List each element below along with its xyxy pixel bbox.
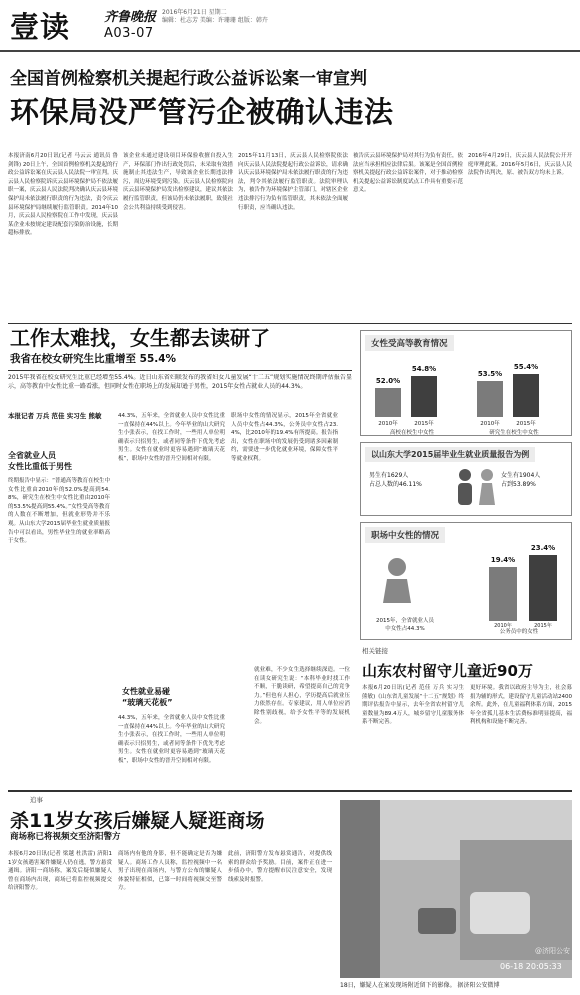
panel-shandong-university (360, 442, 572, 516)
photo-timestamp: 06-18 20:05:33 (500, 962, 562, 971)
series-label: 研究生在校生中女性 (489, 430, 539, 436)
story1-column-5: 2016年4月29日，庆云县人民法院公开开庭审理此案。2016年5月6日，庆云县人民法院作出判决，原、被告双方均未上诉。 (468, 153, 572, 177)
x-tick-label: 2015年 (516, 421, 536, 427)
bar-value-label: 23.4% (530, 544, 556, 553)
x-tick-label: 2015年 (414, 421, 434, 427)
series-label: 高校在校生中女性 (389, 430, 434, 436)
story4-column-3: 此前，济阳警方发布悬赏通告，对提供线索的群众给予奖励。目前，案件正在进一步侦办中，警方提醒市民注意安全，发现线索及时报警。 (228, 851, 332, 883)
story4-label: 追事 (30, 796, 43, 804)
story2-column-1: 终期报告中显示：“普通高等教育在校生中女性比重由2010年的52.0%提高到54.8%，研究生在校生中女性比重由2010年的53.5%提高到55.4%。”女性受高等教育的人数在不断增加，但就业形势并不乐观。从山东大学2015届毕业生就业质量报告中可以看出，男性毕业生的就业率略高于女性。 (8, 478, 110, 545)
people-figure-icon (451, 465, 501, 513)
bar-value-label: 55.4% (513, 362, 539, 371)
x-tick-label: 2015年 (534, 623, 552, 629)
story3-headline: 山东农村留守儿童近90万 (362, 662, 533, 680)
bar-value-label: 19.4% (490, 555, 516, 564)
divider (8, 323, 572, 324)
chart-plot-area (361, 331, 573, 437)
story2-lead: 2015年我省在校女研究生比重已经增至55.4%。近日山东省妇联发布的我省妇女儿童发展“十二五”规划实施情况终期评估报告显示，高等教育中女性比重一路看涨，但同时女性在职场上的发展却逊于男性，2015年女性占就业人员的44.3%。 (8, 374, 352, 390)
story3-column-2: 更好环境。我省以政府主导为主，社会募捐为辅的形式，建设留守儿童活动站2400余所。此外，在儿童福利体系方面，2015年全省孤儿基本生活费标准明显提高，福利机构和设施不断完善。 (470, 685, 572, 726)
x-tick-label: 2010年 (480, 421, 500, 427)
male-students-label: 男生有1629人 占总人数的46.11% (369, 472, 422, 488)
story4-column-1: 本报6月20日讯(记者 梁越 杜洪雷) 济阳11岁女孩遇害案件嫌疑人仍在逃，警方悬赏通缉。济阳一商场称，案发后疑似嫌疑人曾在商场内出现，商场已将监控视频提交给济阳警方。 (8, 851, 112, 892)
section-title: 壹读 (10, 10, 71, 44)
divider (8, 370, 352, 371)
story2-byline: 本报记者 万兵 范佳 实习生 熊敏 (8, 412, 102, 420)
story1-column-4: 被告庆云县环境保护局对其行为负有责任，依法应当承担相应法律后果。该案是全国首例检察机关提起行政公益诉讼案件，对于推动检察机关提起公益诉讼制度试点工作具有重要示范意义。 (353, 153, 463, 194)
story1-column-3: 2015年11月13日，庆云县人民检察院依法向庆云县人民法院提起行政公益诉讼，请求确认庆云县环境保护局未依法履行职责的行为违法，判令其依法履行监管职责。法院审理认为，被告作为环境保护主管部门，对辖区企业违法排污行为负有监管职责，其未依法全面履行职责，应当确认违法。 (238, 153, 348, 211)
story2-column-2b: 44.3%，五年来，全省就业人员中女性比重一直保持在44%以上。今年毕业的山大研究生小张表示，在找工作时，一些用人单位明确表示只招男生，或者同等条件下优先考虑男生。女性在就业时更容易遇到“玻璃天花板”，职场中女性的晋升空间相对有限。 (118, 715, 225, 764)
story1-column-2: 该企业未通过建设项目环保验收擅自投入生产，环保部门作出行政处罚后，未采取有效措施制止其违法生产，导致该企业长期违法排污，周边环境受到污染。庆云县人民检察院向庆云县环境保护局发出检察建议，建议其依法履行监管职责，但该局仍未依法履职，致使社会公共利益持续受到侵害。 (123, 153, 233, 211)
story1-kicker: 全国首例检察机关提起行政公益诉讼案一审宣判 (10, 69, 367, 89)
story2-column-2: 44.3%，五年来，全省就业人员中女性比重一直保持在44%以上。今年毕业的山大研究生小张表示，在找工作时，一些用人单位明确表示只招男生，或者同等条件下优先考虑男生。女性在就业时更容易遇到“玻璃天花板”，职场中女性的晋升空间相对有限。 (118, 413, 225, 462)
story1-headline: 环保局没严管污企被确认违法 (10, 95, 394, 129)
story2-column-4: 就业难，不少女生选择继续深造。一位在读女研究生说：“本科毕业时找工作不顺，干脆读研，希望提高自己的竞争力。”但也有人担心，学历提高后就业压力依然存在。专家建议，用人单位应消除性别歧视，给予女性平等的发展机会。 (254, 667, 350, 725)
bar (529, 555, 557, 621)
story1-column-1: 本报济南6月20日讯(记者 马云云 通讯员 鲁剑锋) 20日上午，全国首例检察机关提起的行政公益诉讼案在庆云县人民法院一审宣判。庆云县人民检察院诉庆云县环境保护局不依法履职一案，庆云县人民法院判决确认庆云县环境保护局未依法履行职责的行为违法，责令庆云县环境保护局继续履行监管职责。2014年10月，庆云县人民检察院在工作中发现，庆云县某企业未按规定建设配套污染防治设施，长期超标排放。 (8, 153, 118, 237)
bar-value-label: 52.0% (375, 376, 401, 385)
surveillance-photo (340, 800, 572, 978)
bar (489, 567, 517, 621)
story2-subhead: 我省在校女研究生比重增至 55.4% (10, 353, 177, 365)
photo-watermark: @济阳公安 (535, 947, 570, 955)
chart-higher-education (360, 330, 572, 436)
bar (513, 374, 539, 417)
related-link-label: 相关链接 (362, 647, 388, 655)
issue-date: 2016年6月21日 星期二 (162, 9, 227, 16)
staff-credits: 编辑：杜志芳 美编：许珊珊 组版：韩卉 (162, 17, 268, 24)
chart-title: 女性受高等教育情况 (365, 335, 454, 351)
divider (8, 790, 572, 792)
newspaper-logo: 齐鲁晚报 (104, 10, 157, 25)
masthead (0, 0, 580, 52)
story3-column-1: 本报6月20日讯(记者 范佳 万兵 实习生 熊敏)《山东省儿童发展“十二五”规划》终期评估报告中显示，去年全省农村留守儿童数量为89.4万人，城乡留守儿童服务体系不断完善。 (362, 685, 464, 726)
bar-value-label: 53.5% (477, 370, 503, 379)
story2-column-3: 职场中女性的情况显示，2015年全省就业人员中女性占44.3%，公务员中女性占23.4%，比2010年的19.4%有所提高。报告指出，女性在职场中的发展仍受到诸多因素制约，需要进一步优化就业环境，保障女性平等就业权利。 (231, 413, 338, 462)
chart-title: 职场中女性的情况 (365, 527, 445, 543)
story4-column-2: 商场内有他的身影，但不能确定是否为嫌疑人。商场工作人员称，监控视频中一名男子出现在商场内，与警方公布的嫌疑人体貌特征相似，已第一时间将视频交至警方。 (118, 851, 222, 892)
page-number: A03-07 (104, 26, 154, 41)
panel-title: 以山东大学2015届毕业生就业质量报告为例 (365, 447, 535, 462)
story4-subhead: 商场称已将视频交至济阳警方 (10, 832, 121, 842)
bar (375, 388, 401, 417)
workforce-caption: 2015年，全省就业人员 中女性占44.3% (376, 618, 434, 632)
story4-headline: 杀11岁女孩后嫌疑人疑逛商场 (10, 810, 265, 832)
story2-headline: 工作太难找，女生都去读研了 (10, 326, 270, 350)
civil-servant-caption: 公务员中的女性 (499, 629, 539, 635)
story2-section-title-2: 女性就业易碰 “玻璃天花板” (122, 687, 173, 707)
x-tick-label: 2010年 (494, 623, 512, 629)
chart-workplace-women (360, 522, 572, 640)
bar (477, 381, 503, 417)
photo-caption: 18日，嫌疑人在案发现场附近留下的影像。 据济阳公安微博 (340, 982, 500, 989)
story2-section-title-1: 全省就业人员 女性比重低于男性 (8, 451, 72, 471)
bar (411, 376, 437, 417)
bar-value-label: 54.8% (411, 365, 437, 374)
x-tick-label: 2010年 (378, 421, 398, 427)
female-students-label: 女生有1904人 占到53.89% (501, 472, 541, 488)
